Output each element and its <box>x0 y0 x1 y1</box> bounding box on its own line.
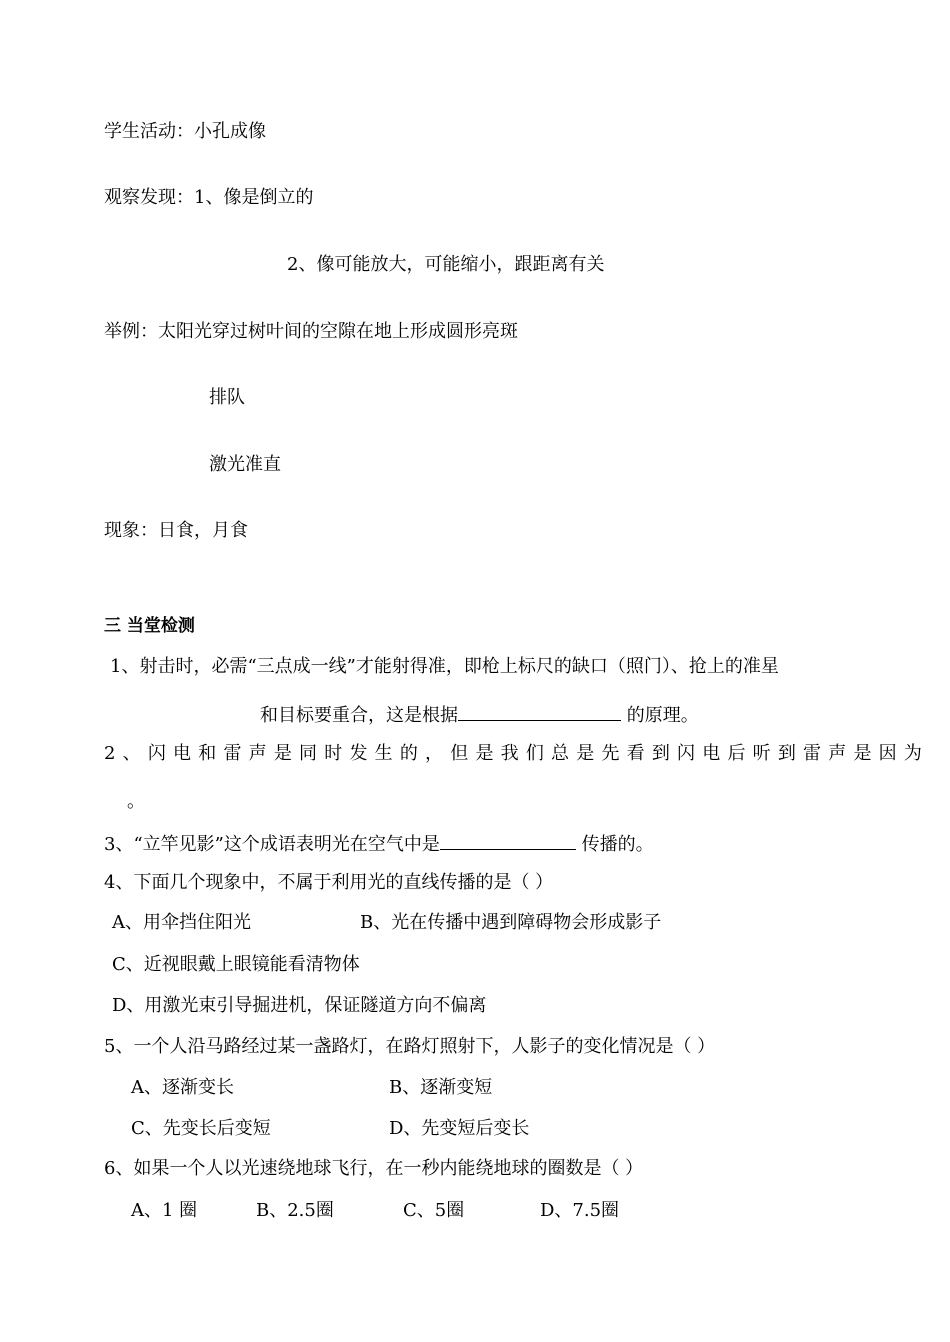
question-6-stem-text: 6、如果一个人以光速绕地球飞行，在一秒内能绕地球的圈数是（ ） <box>104 1158 644 1179</box>
question-1-line-1 <box>110 655 779 679</box>
question-5-option-c[interactable] <box>131 1117 271 1141</box>
question-4-option-b[interactable] <box>360 911 661 935</box>
question-2-line-2 <box>127 790 145 814</box>
observation-text-2: 2、像可能放大，可能缩小，跟距离有关 <box>287 254 605 275</box>
example-text-2: 排队 <box>209 387 245 408</box>
question-6-option-c-text: C、5圈 <box>403 1200 465 1221</box>
observation-line-1 <box>104 186 313 210</box>
activity-text: 学生活动：小孔成像 <box>104 121 266 142</box>
question-3-text-a: 3、“立竿见影”这个成语表明光在空气中是 <box>104 834 440 855</box>
question-3-answer-blank[interactable] <box>440 831 576 850</box>
question-4-option-c[interactable] <box>112 953 360 977</box>
question-5-option-a-text: A、逐渐变长 <box>131 1077 234 1098</box>
question-4-option-d-text: D、用激光束引导掘进机，保证隧道方向不偏离 <box>112 995 487 1016</box>
question-5-option-a[interactable] <box>131 1076 234 1100</box>
question-1-text-1: 1、射击时，必需“三点成一线”才能射得准，即枪上标尺的缺口（照门）、抢上的准星 <box>110 656 779 677</box>
question-5-option-c-text: C、先变长后变短 <box>131 1118 271 1139</box>
question-4-stem <box>104 871 553 895</box>
section-title <box>104 614 195 638</box>
question-1-text-2b: 的原理。 <box>621 705 699 726</box>
question-5-option-d-text: D、先变短后变长 <box>389 1118 530 1139</box>
example-text-3: 激光准直 <box>209 454 281 475</box>
question-6-stem <box>104 1157 643 1181</box>
activity-line <box>104 120 266 144</box>
example-line-3 <box>209 453 281 477</box>
question-1-answer-blank[interactable] <box>458 702 621 721</box>
question-4-option-d[interactable] <box>112 994 486 1018</box>
question-6-option-c[interactable] <box>403 1199 464 1223</box>
section-title-text: 三 当堂检测 <box>104 616 195 636</box>
question-6-option-a-text: A、1 圈 <box>131 1200 198 1221</box>
question-1-line-2 <box>260 702 699 728</box>
question-2-line-1 <box>104 742 929 766</box>
question-6-option-b[interactable] <box>256 1199 334 1223</box>
question-2-text-1: 2、闪电和雷声是同时发生的，但是我们总是先看到闪电后听到雷声是因为 <box>104 743 930 764</box>
example-line-1 <box>104 320 518 344</box>
question-4-option-a-text: A、用伞挡住阳光 <box>112 912 251 933</box>
question-5-option-b[interactable] <box>389 1076 492 1100</box>
question-4-option-a[interactable] <box>112 911 251 935</box>
question-3-line <box>104 831 654 857</box>
question-1-text-2a: 和目标要重合，这是根据 <box>260 705 458 726</box>
question-6-option-a[interactable] <box>131 1199 197 1223</box>
question-4-option-c-text: C、近视眼戴上眼镜能看清物体 <box>112 954 360 975</box>
question-5-option-b-text: B、逐渐变短 <box>389 1077 493 1098</box>
question-6-option-d-text: D、7.5圈 <box>540 1200 620 1221</box>
question-3-text-b: 传播的。 <box>575 834 654 855</box>
question-4-option-b-text: B、光在传播中遇到障碍物会形成影子 <box>360 912 662 933</box>
phenomenon-text: 现象：日食，月食 <box>104 520 248 541</box>
example-text-1: 举例：太阳光穿过树叶间的空隙在地上形成圆形亮斑 <box>104 321 518 342</box>
question-6-option-b-text: B、2.5圈 <box>256 1200 334 1221</box>
question-4-stem-text: 4、下面几个现象中，不属于利用光的直线传播的是（ ） <box>104 872 554 893</box>
example-line-2 <box>209 386 245 410</box>
question-6-option-d[interactable] <box>540 1199 619 1223</box>
question-5-option-d[interactable] <box>389 1117 529 1141</box>
observation-line-2 <box>287 253 604 277</box>
question-5-stem <box>104 1035 715 1059</box>
question-5-stem-text: 5、一个人沿马路经过某一盏路灯，在路灯照射下，人影子的变化情况是（ ） <box>104 1036 716 1057</box>
question-2-text-2: 。 <box>127 791 145 812</box>
phenomenon-line <box>104 519 248 543</box>
observation-text-1: 观察发现：1、像是倒立的 <box>104 187 314 208</box>
